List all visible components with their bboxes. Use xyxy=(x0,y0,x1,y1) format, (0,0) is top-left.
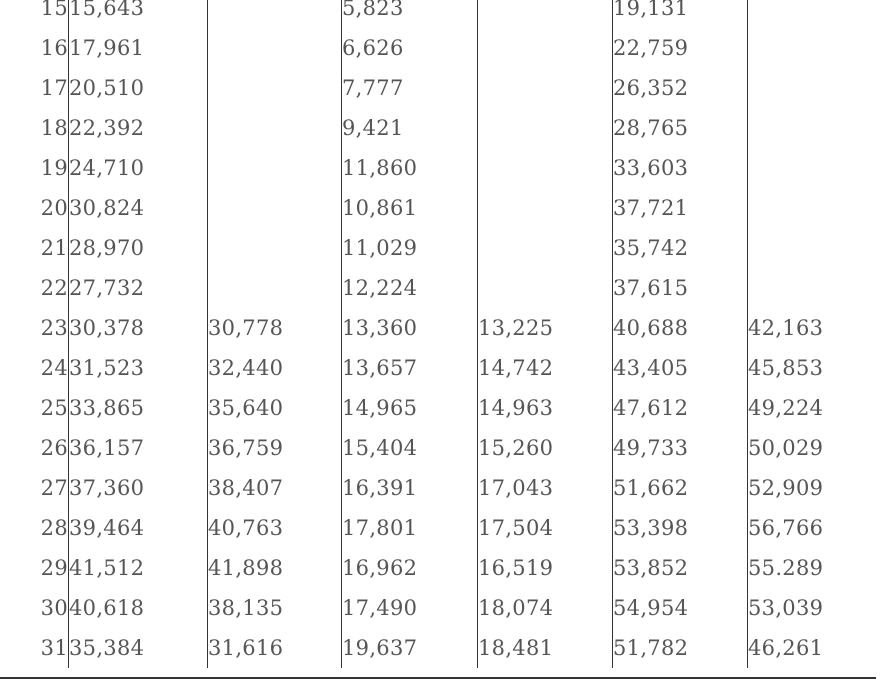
table-cell-col-2: 41,898 xyxy=(208,548,342,588)
table-cell-col-5: 28,765 xyxy=(613,108,748,148)
row-number: 15 xyxy=(0,0,69,28)
row-number: 28 xyxy=(0,508,69,548)
table-cell-col-6: 50,029 xyxy=(748,436,824,460)
table-cell-col-5: 43,405 xyxy=(613,348,748,388)
table-cell-col-6 xyxy=(748,188,883,228)
table-cell-col-5: 37,615 xyxy=(613,268,748,308)
row-number: 25 xyxy=(0,388,69,428)
table-cell-col-2: 40,763 xyxy=(208,508,342,548)
table-cell-col-3: 10,861 xyxy=(342,188,478,228)
table-cell-col-3: 12,224 xyxy=(342,268,478,308)
table-cell-col-3: 14,965 xyxy=(342,388,478,428)
table-row xyxy=(0,188,882,228)
row-number: 23 xyxy=(0,308,69,348)
table-cell-col-2 xyxy=(208,0,342,28)
row-number: 26 xyxy=(0,428,69,468)
table-cell-col-1: 31,523 xyxy=(69,348,208,388)
table-cell-col-2: 38,135 xyxy=(208,588,342,628)
table-row xyxy=(0,588,882,628)
table-cell-col-6 xyxy=(748,148,883,188)
table-cell-col-1: 17,961 xyxy=(69,28,208,68)
table-cell-col-3: 15,404 xyxy=(342,428,478,468)
table-cell-col-3: 17,490 xyxy=(342,588,478,628)
table-cell-col-6: 45,853 xyxy=(748,356,824,380)
table-cell-col-2: 38,407 xyxy=(208,468,342,508)
table-row xyxy=(0,228,882,268)
table-cell-col-5: 51,782 xyxy=(613,628,748,668)
table-cell-col-5: 51,662 xyxy=(613,468,748,508)
table-row xyxy=(0,428,882,468)
table-cell-col-2: 36,759 xyxy=(208,428,342,468)
table-cell-col-6: 52,909 xyxy=(748,476,824,500)
row-number: 30 xyxy=(0,588,69,628)
table-cell-col-4: 16,519 xyxy=(478,548,613,588)
table-cell-col-1: 30,824 xyxy=(69,188,208,228)
table-cell-col-4: 17,043 xyxy=(478,468,613,508)
table-cell-col-3: 9,421 xyxy=(342,108,478,148)
table-cell-col-3: 6,626 xyxy=(342,28,478,68)
row-number: 27 xyxy=(0,468,69,508)
table-cell-col-5: 54,954 xyxy=(613,588,748,628)
table-cell-col-2: 35,640 xyxy=(208,388,342,428)
table-cell-col-3: 17,801 xyxy=(342,508,478,548)
table-cell-col-1: 39,464 xyxy=(69,508,208,548)
table-cell-col-1: 41,512 xyxy=(69,548,208,588)
table-cell-col-4: 17,504 xyxy=(478,508,613,548)
row-number: 17 xyxy=(0,68,69,108)
table-cell-col-5: 33,603 xyxy=(613,148,748,188)
row-number: 24 xyxy=(0,348,69,388)
table-row xyxy=(0,268,882,308)
row-number: 20 xyxy=(0,188,69,228)
table-cell-col-6 xyxy=(748,228,883,268)
table-cell-col-2 xyxy=(208,68,342,108)
row-number: 18 xyxy=(0,108,69,148)
table-cell-col-2 xyxy=(208,268,342,308)
table-row xyxy=(0,388,882,428)
table-cell-col-1: 15,643 xyxy=(69,0,208,28)
table-cell-col-5: 53,852 xyxy=(613,548,748,588)
table-cell-col-6: 42,163 xyxy=(748,316,824,340)
table-cell-col-6 xyxy=(748,268,883,308)
table-cell-col-4 xyxy=(478,148,613,188)
table-cell-col-6: 49,224 xyxy=(748,396,824,420)
row-number: 19 xyxy=(0,148,69,188)
table-cell-col-1: 20,510 xyxy=(69,68,208,108)
table-cell-col-6 xyxy=(748,0,883,28)
table-cell-col-5: 49,733 xyxy=(613,428,748,468)
table-cell-col-5: 26,352 xyxy=(613,68,748,108)
table-row xyxy=(0,468,882,508)
table-cell-col-6 xyxy=(748,28,883,68)
table-cell-col-3: 13,360 xyxy=(342,308,478,348)
table-cell-col-5: 53,398 xyxy=(613,508,748,548)
table-cell-col-3: 5,823 xyxy=(342,0,478,28)
table-cell-col-6 xyxy=(748,68,883,108)
table-cell-col-3: 19,637 xyxy=(342,628,478,668)
table-row xyxy=(0,628,882,668)
table-cell-col-4 xyxy=(478,228,613,268)
table-cell-col-3: 11,029 xyxy=(342,228,478,268)
table-cell-col-2: 32,440 xyxy=(208,348,342,388)
table-cell-col-3: 16,962 xyxy=(342,548,478,588)
table-cell-col-1: 27,732 xyxy=(69,268,208,308)
row-number: 22 xyxy=(0,268,69,308)
table-cell-col-5: 40,688 xyxy=(613,308,748,348)
table-cell-col-2 xyxy=(208,228,342,268)
table-cell-col-5: 37,721 xyxy=(613,188,748,228)
table-cell-col-4: 15,260 xyxy=(478,428,613,468)
table-cell-col-1: 35,384 xyxy=(69,628,208,668)
table-cell-col-1: 36,157 xyxy=(69,428,208,468)
table-cell-col-4 xyxy=(478,108,613,148)
table-row xyxy=(0,148,882,188)
table-cell-col-4 xyxy=(478,68,613,108)
table-row xyxy=(0,508,882,548)
table-cell-col-1: 37,360 xyxy=(69,468,208,508)
table-cell-col-4 xyxy=(478,268,613,308)
table-cell-col-2 xyxy=(208,108,342,148)
table-cell-col-4 xyxy=(478,0,613,28)
table-bottom-rule xyxy=(0,677,876,679)
table-cell-col-6: 56,766 xyxy=(748,516,824,540)
table-cell-col-1: 28,970 xyxy=(69,228,208,268)
table-cell-col-5: 47,612 xyxy=(613,388,748,428)
table-cell-col-3: 13,657 xyxy=(342,348,478,388)
table-cell-col-6: 53,039 xyxy=(748,596,824,620)
table-cell-col-4 xyxy=(478,188,613,228)
table-cell-col-1: 24,710 xyxy=(69,148,208,188)
table-cell-col-2 xyxy=(208,188,342,228)
table-cell-col-2: 30,778 xyxy=(208,308,342,348)
table-cell-col-2 xyxy=(208,148,342,188)
table-cell-col-3: 16,391 xyxy=(342,468,478,508)
table-cell-col-4: 14,742 xyxy=(478,348,613,388)
row-number: 29 xyxy=(0,548,69,588)
table-row xyxy=(0,548,882,588)
table-cell-col-6 xyxy=(748,108,883,148)
table-cell-col-5: 35,742 xyxy=(613,228,748,268)
table-row xyxy=(0,28,882,68)
table-row xyxy=(0,308,882,348)
table-cell-col-2: 31,616 xyxy=(208,628,342,668)
table-cell-col-3: 7,777 xyxy=(342,68,478,108)
table-row xyxy=(0,0,882,28)
table-row xyxy=(0,108,882,148)
table-cell-col-5: 22,759 xyxy=(613,28,748,68)
table-cell-col-4: 18,481 xyxy=(478,628,613,668)
table-cell-col-6: 55.289 xyxy=(748,556,824,580)
table-cell-col-3: 11,860 xyxy=(342,148,478,188)
table-cell-col-4 xyxy=(478,28,613,68)
row-number: 31 xyxy=(0,628,69,668)
table-row xyxy=(0,68,882,108)
table-row xyxy=(0,348,882,388)
table-cell-col-1: 22,392 xyxy=(69,108,208,148)
row-number: 21 xyxy=(0,228,69,268)
table-cell-col-1: 33,865 xyxy=(69,388,208,428)
table-cell-col-4: 13,225 xyxy=(478,308,613,348)
row-number: 16 xyxy=(0,28,69,68)
table-cell-col-4: 14,963 xyxy=(478,388,613,428)
table-cell-col-2 xyxy=(208,28,342,68)
table-cell-col-1: 40,618 xyxy=(69,588,208,628)
table-cell-col-4: 18,074 xyxy=(478,588,613,628)
table-cell-col-6: 46,261 xyxy=(748,636,824,660)
table-cell-col-1: 30,378 xyxy=(69,308,208,348)
table-cell-col-5: 19,131 xyxy=(613,0,748,28)
